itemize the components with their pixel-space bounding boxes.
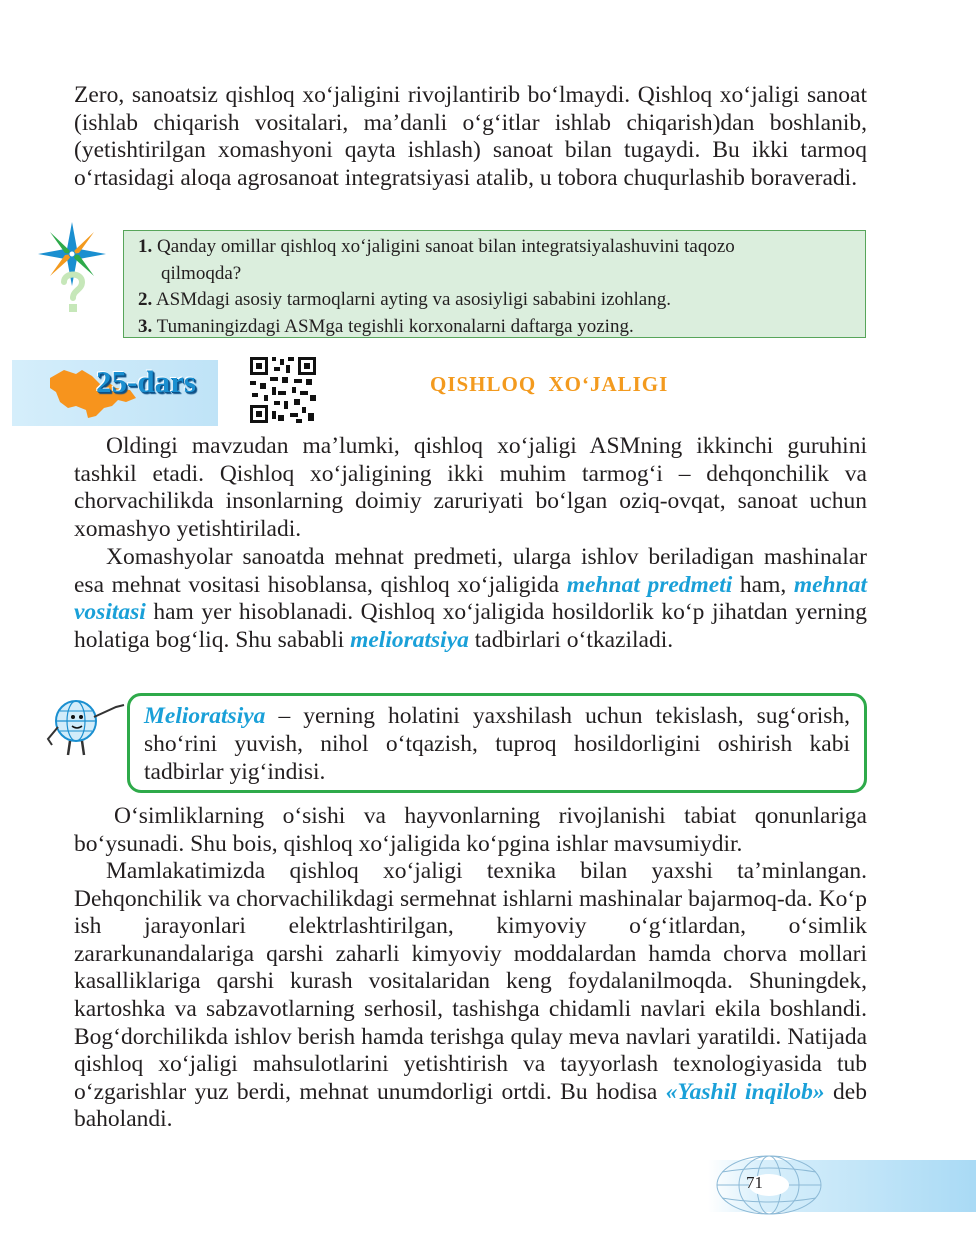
paragraph-1: Oldingi mavzudan ma’lumki, qishloq xo‘jaligi ASMning ikkinchi guruhini tashkil etadi. Qishloq xo‘jaligining ikki muhim tarmog‘i – dehqonchilik va chorvachilikda insonlarning doimiy zaruriyati bo‘lgan oziq-ovqat, sanoat uchun xomashyo yetishtiriladi. bbox=[74, 433, 867, 542]
paragraph-3: O‘simliklarning o‘sishi va hayvonlarning rivojlanishi tabiat qonunlariga bo‘ysunadi. Shu bois, qishloq xo‘jaligida ko‘pgina ishlar mavsumiydir. bbox=[74, 803, 867, 857]
definition-box bbox=[127, 693, 867, 793]
lesson-label: 25-dars bbox=[96, 364, 196, 399]
paragraph-4: Mamlakatimizda qishloq xo‘jaligi texnika bilan yaxshi ta’minlangan. Dehqonchilik va chorvachilikdagi sermehnat ishlarni mashinalar bajarmoq-da. Ko‘p ish jarayonlari elektrlashtirilgan, kimyoviy o‘g‘itlardan, o‘simlik zararkunandalariga qarshi zaharli kimyoviy moddalardan hamda chorva mollari kasalliklariga qarshi kurash vositalaridan keng foydalanilmoqda. Shuningdek, kartoshka va sabzavotlarning serhosil, tashishga chidamli navlari ekila boshlandi. Bog‘dorchilikda ishlov berish hamda terishga qulay meva navlari yaratildi. Natijada qishloq xo‘jaligi mahsulotlarini yetishtirish va tayyorlash texnologiyasida tub o‘zgarishlar yuz berdi, mehnat unumdorligi ortdi. Bu hodisa «Yashil inqilob» deb baholandi. bbox=[74, 858, 867, 1133]
question-item: 1. Qanday omillar qishloq xo‘jaligini sanoat bilan integratsiyalashuvini taqozo bbox=[138, 236, 735, 257]
intro-paragraph: Zero, sanoatsiz qishloq xo‘jaligini rivojlantirib bo‘lmaydi. Qishloq xo‘jaligi sanoat (ishlab chiqarish vositalari, ma’danli o‘g‘itlar ishlab chiqarish)dan boshlanib, (yetishtirilgan xomashyoni qayta ishlash) sanoat bilan tugaydi. Bu ikki tarmoq o‘rtasidagi aloqa agrosanoat integratsiyasi atalib, u tobora chuqurlashib boraveradi. bbox=[74, 82, 867, 191]
highlight-term: «Yashil inqilob» bbox=[665, 1078, 825, 1105]
questions-box bbox=[123, 230, 866, 338]
section-title: QISHLOQ XO‘JALIGI bbox=[430, 372, 669, 396]
definition-term: Melioratsiya bbox=[144, 703, 266, 729]
highlight-term: melioratsiya bbox=[350, 626, 469, 653]
globe-watermark-icon bbox=[714, 1154, 824, 1216]
question-item-continued: qilmoqda? bbox=[161, 262, 242, 284]
question-item: 3. Tumaningizdagi ASMga tegishli korxonalarni daftarga yozing. bbox=[138, 315, 634, 337]
compass-question-icon bbox=[38, 222, 106, 314]
highlight-term: mehnat vositasi bbox=[74, 571, 867, 626]
highlight-term: mehnat predmeti bbox=[566, 571, 733, 598]
question-item: 2. ASMdagi asosiy tarmoqlarni ayting va asosiyligi sababini izohlang. bbox=[138, 289, 671, 310]
globe-mascot-icon bbox=[42, 693, 132, 757]
page-number: 71 bbox=[746, 1173, 763, 1192]
qr-code-icon[interactable] bbox=[248, 355, 318, 425]
paragraph-2: Xomashyolar sanoatda mehnat predmeti, ularga ishlov beriladigan mashinalar esa mehnat vositasi hisoblansa, qishloq xo‘jaligida mehnat predmeti ham, mehnat vositasi ham yer hisoblanadi. Qishloq xo‘jaligida hosildorlik ko‘p jihatdan yerning holatiga bog‘liq. Shu sababli melioratsiya tadbirlari o‘tkaziladi. bbox=[74, 544, 867, 653]
definition-text: – yerning holatini yaxshilash uchun tekislash, sug‘orish, sho‘rini yuvish, nihol o‘tqazish, tuproq hosildorligini oshirish kabi tadbirlar yig‘indisi. bbox=[144, 703, 850, 785]
